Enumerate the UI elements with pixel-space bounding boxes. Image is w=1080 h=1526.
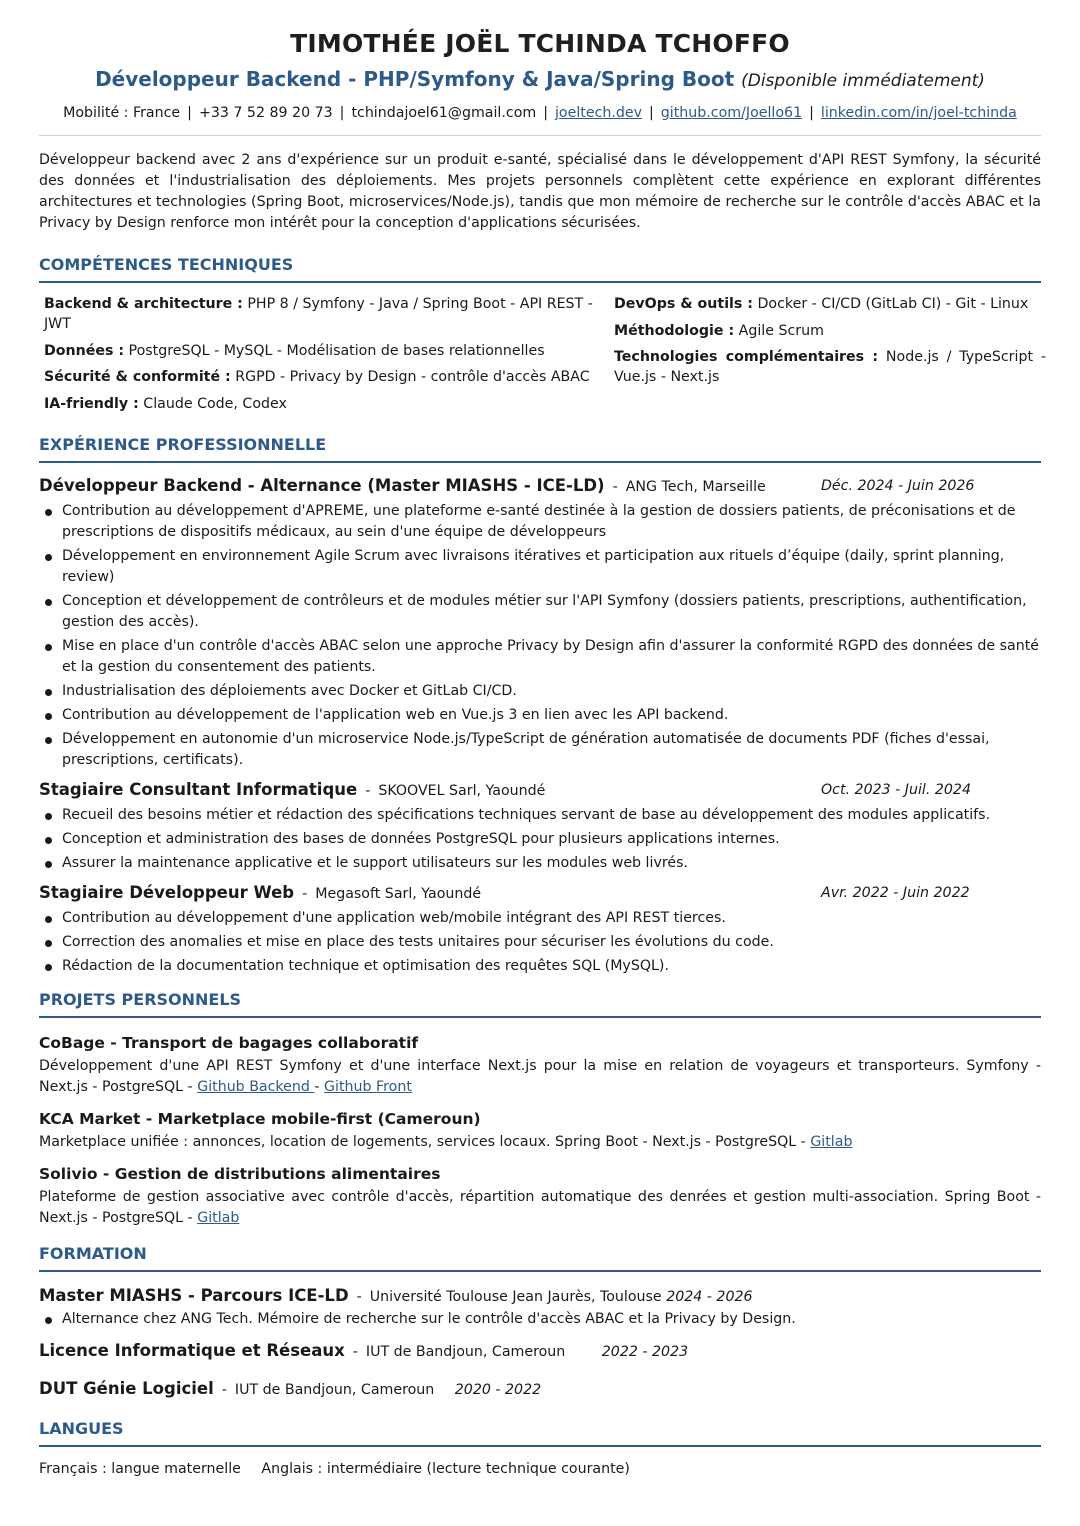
degree: Master MIASHS - Parcours ICE-LD xyxy=(39,1286,349,1305)
education-entry xyxy=(39,1284,1041,1330)
gitlab-link[interactable]: Gitlab xyxy=(810,1134,853,1150)
job-headline: Développeur Backend - PHP/Symfony & Java/Spring Boot xyxy=(95,67,735,91)
separator: | xyxy=(187,105,192,121)
list-item: Assurer la maintenance applicative et le support utilisateurs sur les modules web livrés. xyxy=(39,853,1041,874)
project-description xyxy=(39,1056,1041,1098)
degree: Licence Informatique et Réseaux xyxy=(39,1341,345,1360)
skill-row xyxy=(44,294,609,334)
list-item: Correction des anomalies et mise en place des tests unitaires pour sécuriser les évolutions du code. xyxy=(39,932,1041,953)
job-dates: Déc. 2024 - Juin 2026 xyxy=(821,478,975,494)
skill-row xyxy=(614,321,1046,341)
skills-grid xyxy=(39,294,1046,420)
project-text: Marketplace unifiée : annonces, location de logements, services locaux. Spring Boot - Next.js - PostgreSQL - xyxy=(39,1134,811,1150)
skill-label: Méthodologie : xyxy=(614,322,735,339)
section-title-experience: EXPÉRIENCE PROFESSIONNELLE xyxy=(39,434,1041,463)
list-item: Contribution au développement de l'application web en Vue.js 3 en lien avec les API backend. xyxy=(39,705,1041,726)
job-dates: Avr. 2022 - Juin 2022 xyxy=(821,885,970,901)
project-entry xyxy=(39,1163,1041,1229)
degree-separator: - xyxy=(352,1344,358,1360)
email: tchindajoel61@gmail.com xyxy=(351,105,537,121)
contact-line xyxy=(39,103,1041,123)
project-entry xyxy=(39,1108,1041,1153)
education-dates: 2020 - 2022 xyxy=(454,1382,542,1398)
list-item: Contribution au développement d'APREME, une plateforme e-santé destinée à la gestion de dossiers patients, de préconisations et de prescriptions de dispositifs médicaux, au sein d'une équipe de développeurs xyxy=(39,501,1041,543)
degree-separator: - xyxy=(221,1382,227,1398)
job-entry xyxy=(39,779,1041,874)
job-separator: - xyxy=(612,479,618,495)
project-link-separator: - xyxy=(314,1079,325,1095)
separator: | xyxy=(809,105,814,121)
list-item: Conception et administration des bases de données PostgreSQL pour plusieurs applications internes. xyxy=(39,829,1041,850)
project-title: CoBage - Transport de bagages collaboratif xyxy=(39,1034,419,1052)
job-separator: - xyxy=(365,783,371,799)
school: IUT de Bandjoun, Cameroun xyxy=(234,1382,435,1398)
project-title: KCA Market - Marketplace mobile-first (Cameroun) xyxy=(39,1110,481,1128)
skill-value: PostgreSQL - MySQL - Modélisation de bases relationnelles xyxy=(124,342,545,359)
skill-label: Sécurité & conformité : xyxy=(44,369,231,385)
skill-value: Agile Scrum xyxy=(734,322,824,339)
skill-value: Claude Code, Codex xyxy=(138,395,287,412)
candidate-name: TIMOTHÉE JOËL TCHINDA TCHOFFO xyxy=(290,29,790,58)
school: Université Toulouse Jean Jaurès, Toulouse xyxy=(369,1289,662,1305)
job-company: Megasoft Sarl, Yaoundé xyxy=(315,886,482,902)
project-text: Plateforme de gestion associative avec contrôle d'accès, répartition automatique des denrées et gestion multi-association. Spring Boot - Next.js - PostgreSQL - xyxy=(39,1189,1041,1226)
skills-column-left xyxy=(44,294,609,420)
section-title-education: FORMATION xyxy=(39,1243,1041,1272)
skill-row xyxy=(44,394,609,414)
job-header xyxy=(39,475,1041,498)
linkedin-link[interactable]: linkedin.com/in/joel-tchinda xyxy=(820,105,1017,121)
separator: | xyxy=(543,105,548,121)
availability: (Disponible immédiatement) xyxy=(741,71,985,91)
list-item: Conception et développement de contrôleurs et de modules métier sur l'API Symfony (dossiers patients, prescriptions, authentification, gestion des accès). xyxy=(39,591,1041,633)
list-item: Industrialisation des déploiements avec Docker et GitLab CI/CD. xyxy=(39,681,1041,702)
project-text: Développement d'une API REST Symfony et d'une interface Next.js pour la mise en relation de voyageurs et transporteurs. Symfony - Next.js - PostgreSQL - xyxy=(39,1058,1041,1095)
job-company: ANG Tech, Marseille xyxy=(625,479,766,495)
mobility: Mobilité : France xyxy=(63,105,181,121)
skill-value: Node.js / TypeScript - Vue.js - Next.js xyxy=(614,349,1046,385)
skill-row xyxy=(44,367,609,387)
job-bullets xyxy=(39,501,1041,771)
job-bullets xyxy=(39,805,1041,874)
languages-line xyxy=(39,1459,1041,1479)
section-title-projects: PROJETS PERSONNELS xyxy=(39,989,1041,1018)
skill-label: Données : xyxy=(44,342,125,359)
github-link[interactable]: github.com/Joello61 xyxy=(660,105,803,121)
job-bullets xyxy=(39,908,1041,977)
header-divider xyxy=(39,135,1041,136)
school: IUT de Bandjoun, Cameroun xyxy=(365,1344,566,1360)
website-link[interactable]: joeltech.dev xyxy=(554,105,643,121)
education-dates: 2024 - 2026 xyxy=(666,1289,753,1305)
job-company: SKOOVEL Sarl, Yaoundé xyxy=(378,783,546,799)
skill-value: PHP 8 / Symfony - Java / Spring Boot - API REST - JWT xyxy=(44,296,593,332)
project-description xyxy=(39,1187,1041,1229)
resume-page xyxy=(39,28,1046,1479)
skill-row xyxy=(44,341,609,361)
project-title: Solivio - Gestion de distributions alimentaires xyxy=(39,1165,441,1183)
skills-column-right xyxy=(614,294,1046,420)
job-role: Stagiaire Développeur Web xyxy=(39,883,295,902)
separator: | xyxy=(339,105,345,121)
job-dates: Oct. 2023 - Juil. 2024 xyxy=(821,782,971,798)
profile-summary: Développeur backend avec 2 ans d'expérience sur un produit e-santé, spécialisé dans le développement d'API REST Symfony, la sécurité des données et l'industrialisation des déploiements. Mes projets personnels complètent cette expérience en explorant différentes architectures et technologies (Spring Boot, microservices/Node.js), tandis que mon mémoire de recherche sur le contrôle d'accès ABAC et la Privacy by Design renforce mon intérêt pour la conception d'applications sécurisées. xyxy=(39,152,1041,231)
language-english: Anglais : intermédiaire (lecture technique courante) xyxy=(261,1461,630,1477)
job-entry xyxy=(39,475,1041,771)
list-item: Développement en environnement Agile Scrum avec livraisons itératives et participation aux rituels d’équipe (daily, sprint planning, review) xyxy=(39,546,1041,588)
skill-label: Technologies complémentaires : xyxy=(614,349,879,365)
job-role: Stagiaire Consultant Informatique xyxy=(39,780,358,799)
section-title-languages: LANGUES xyxy=(39,1418,1041,1447)
list-item: Contribution au développement d'une application web/mobile intégrant des API REST tierces. xyxy=(39,908,1041,929)
headline xyxy=(39,65,1041,95)
job-separator: - xyxy=(302,886,308,902)
list-item: Mise en place d'un contrôle d'accès ABAC selon une approche Privacy by Design afin d'assurer la conformité RGPD des données de santé et la gestion du consentement des patients. xyxy=(39,636,1041,678)
education-dates: 2022 - 2023 xyxy=(601,1344,689,1360)
job-header xyxy=(39,882,1041,905)
gitlab-link[interactable]: Gitlab xyxy=(197,1210,240,1226)
project-entry xyxy=(39,1032,1041,1098)
list-item: Développement en autonomie d'un microservice Node.js/TypeScript de génération automatisée de documents PDF (fiches d'essai, prescriptions, certificats). xyxy=(39,729,1041,771)
education-entry xyxy=(39,1377,1041,1402)
skill-label: Backend & architecture : xyxy=(44,296,243,312)
degree: DUT Génie Logiciel xyxy=(39,1379,214,1398)
list-item: Alternance chez ANG Tech. Mémoire de recherche sur le contrôle d'accès ABAC et la Privacy by Design. xyxy=(39,1309,1041,1330)
job-role: Développeur Backend - Alternance (Master MIASHS - ICE-LD) xyxy=(39,476,605,495)
job-header xyxy=(39,779,1041,802)
skill-value: Docker - CI/CD (GitLab CI) - Git - Linux xyxy=(752,296,1029,312)
github-backend-link[interactable]: Github Backend xyxy=(197,1079,315,1095)
skill-label: DevOps & outils : xyxy=(614,296,753,312)
section-title-skills: COMPÉTENCES TECHNIQUES xyxy=(39,254,1041,283)
separator: | xyxy=(649,105,654,121)
list-item: Rédaction de la documentation technique et optimisation des requêtes SQL (MySQL). xyxy=(39,956,1041,977)
job-entry xyxy=(39,882,1041,977)
degree-separator: - xyxy=(356,1289,362,1305)
project-description xyxy=(39,1132,1041,1153)
skill-value: RGPD - Privacy by Design - contrôle d'accès ABAC xyxy=(230,369,590,385)
github-front-link[interactable]: Github Front xyxy=(324,1079,412,1095)
education-entry xyxy=(39,1339,1041,1364)
skill-row xyxy=(614,294,1046,314)
language-french: Français : langue maternelle xyxy=(39,1461,241,1477)
education-bullets xyxy=(39,1309,1041,1330)
skill-label: IA-friendly : xyxy=(44,395,139,412)
list-item: Recueil des besoins métier et rédaction des spécifications techniques servant de base au développement des modules applicatifs. xyxy=(39,805,1041,826)
phone: +33 7 52 89 20 73 xyxy=(198,105,333,121)
skill-row xyxy=(614,347,1046,387)
